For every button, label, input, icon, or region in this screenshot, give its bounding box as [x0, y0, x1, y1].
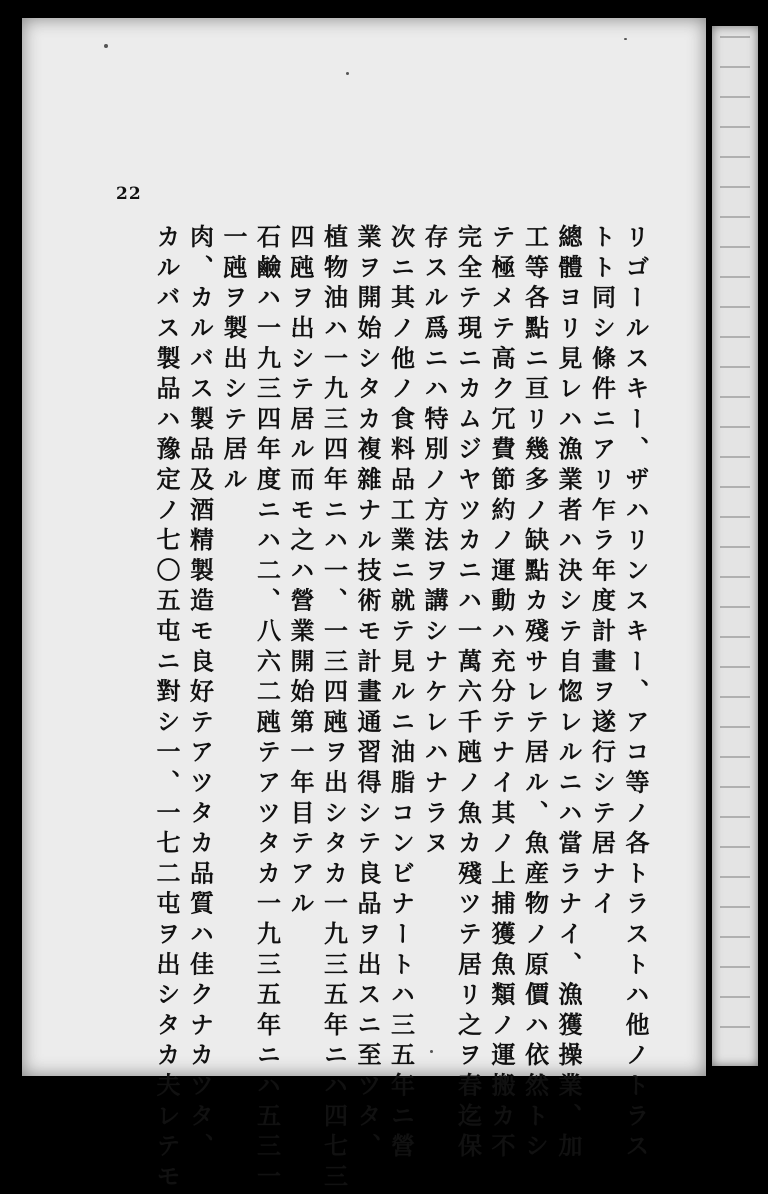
- paper-speck: [430, 1050, 433, 1053]
- text-column: テ極メテ高ク冗費節約ノ運動ハ充分テナイ其ノ上捕獲魚類ノ運搬カ不: [487, 224, 516, 1164]
- paper-speck: [104, 44, 108, 48]
- paper-speck: [624, 38, 627, 40]
- text-column: 四瓲ヲ出シテ居ル而モ之ハ營業開始第一年目テアル: [286, 224, 315, 921]
- text-column: トト同シ條件ニアリ乍ラ年度計畫ヲ遂行シテ居ナイ: [587, 224, 617, 921]
- text-column: 業ヲ開始シタカ複雜ナル技術モ計畫通習得シテ良品ヲ出スニ至ツタ、: [353, 224, 382, 1164]
- text-column: 次ニ其ノ他ノ食料品工業ニ就テ見ルニ油脂コンビナートハ三五年ニ營: [386, 224, 416, 1164]
- page-number: 22: [116, 184, 142, 204]
- paper-speck: [346, 72, 349, 75]
- text-column: 存スル爲ニハ特別ノ方法ヲ講シナケレハナラヌ: [420, 224, 449, 861]
- text-column: 完全テ現ニカムジヤツカニハ一萬六千瓲ノ魚カ殘ツテ居リ之ヲ春迄保: [453, 224, 483, 1164]
- text-column: リゴールスキー、ザハリンスキー、アコ等ノ各トラストハ他ノトラス: [621, 224, 650, 1164]
- text-column: 一瓲ヲ製出シテ居ル: [219, 224, 248, 497]
- text-column: 肉、カルバス製品及酒精製造モ良好テアツタカ品質ハ佳クナカツタ、: [185, 224, 215, 1164]
- text-column: カルバス製品ハ豫定ノ七〇五屯ニ對シ一、一七二屯ヲ出シタカ夫レテモ: [152, 224, 181, 1194]
- text-column: 植物油ハ一九三四年ニハ一、一三四瓲ヲ出シタカ一九三五年ニハ四七三: [319, 224, 349, 1194]
- text-column: 總體ヨリ見レハ漁業者ハ決シテ自惚レルニハ當ラナイ、漁獲操業、加: [554, 224, 583, 1164]
- text-column: 工等各點ニ亘リ幾多ノ缺點カ殘サレテ居ル、魚産物ノ原價ハ依然トシ: [520, 224, 550, 1164]
- text-column: 石鹼ハ一九三四年度ニハ二、八六二瓲テアツタカ一九三五年ニハ五三一: [252, 224, 282, 1194]
- adjacent-page-text-bleed: [720, 36, 750, 1036]
